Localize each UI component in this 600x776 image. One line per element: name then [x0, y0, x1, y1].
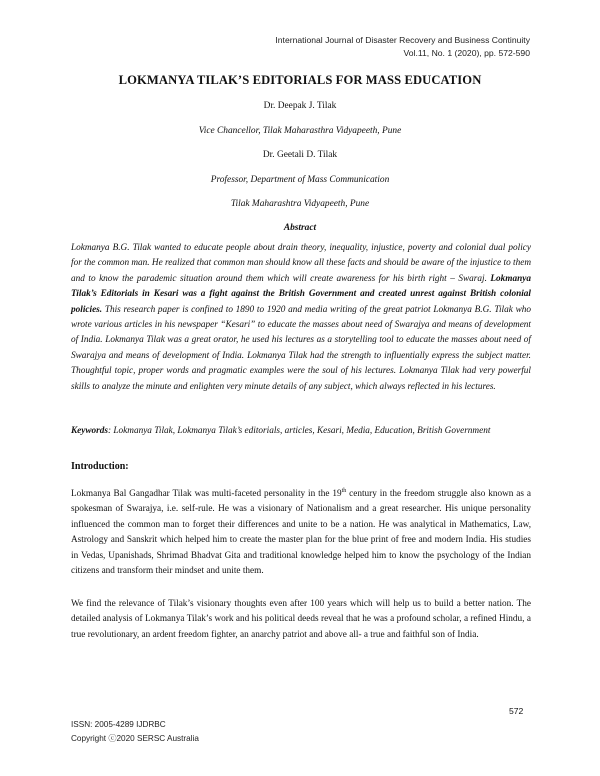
abstract-text [71, 241, 531, 395]
affiliation-1: Vice Chancellor, Tilak Maharasthra Vidyapeeth, Pune [198, 126, 402, 136]
abstract-text-bold: Lokmanya Tilak’s Editorials in Kesari was a fight against the British Government and created unrest against British colonial policies. [71, 273, 531, 315]
abstract-heading: Abstract [283, 223, 317, 233]
footer [71, 718, 199, 746]
keywords-text: : Lokmanya Tilak, Lokmanya Tilak’s editorials, articles, Kesari, Media, Education, British Government [108, 426, 491, 436]
journal-header [275, 34, 530, 60]
introduction-heading: Introduction: [71, 461, 129, 472]
copyright: Copyright ⓒ2020 SERSC Australia [71, 734, 199, 743]
author-2: Dr. Geetali D. Tilak [262, 150, 338, 160]
page-number: 572 [509, 706, 524, 716]
intro-p1-superscript: th [341, 487, 347, 494]
keywords-label: Keywords [71, 426, 108, 436]
issn: ISSN: 2005-4289 IJDRBC [71, 720, 166, 729]
abstract-text-part-2: This research paper is confined to 1890 to 1920 and media writing of the great patriot Lokmanya B.G. Tilak who wrote various articles in his newspaper “Kesari” to educate the masses about need of Swarajya and means of development of India. Lokmanya Tilak was a great orator, he used his lectures as a storytelling tool to educate the masses about need of Swarajya and means of development of India. Lokmanya Tilak had the strength to influentially express the subject matter. Thoughtful topic, proper words and pragmatic examples were the soul of his lectures. Lokmanya Tilak had very powerful skills to analyze the minute and enlighten very minute details of any subject, which always reflected in his lectures. [71, 304, 531, 392]
volume-pages: Vol.11, No. 1 (2020), pp. 572-590 [403, 48, 530, 58]
abstract-text-part-1: Lokmanya B.G. Tilak wanted to educate people about drain theory, inequality, injustice, poverty and colonial dual policy for the common man. He realized that common man should know all these facts and should be aware of the injustice to them and to know the parademic situation around them which will create awareness for his birth right – Swaraj. [71, 243, 531, 284]
paper-title: LOKMANYA TILAK’S EDITORIALS FOR MASS EDUCATION [118, 73, 482, 87]
intro-p1-part-1: Lokmanya Bal Gangadhar Tilak was multi-faceted personality in the 19 [71, 489, 342, 499]
journal-name: International Journal of Disaster Recovery and Business Continuity [275, 35, 530, 45]
introduction-paragraph-1 [71, 487, 531, 579]
introduction-paragraph-2: We find the relevance of Tilak’s visionary thoughts even after 100 years which will help us to build a better nation. The detailed analysis of Lokmanya Tilak’s work and his political deeds reveal that he was a profound scholar, a refined Hindu, a true revolutionary, an ardent freedom fighter, an anarchy patriot and above all- a true and faithful son of India. [71, 599, 531, 640]
author-1: Dr. Deepak J. Tilak [263, 101, 337, 111]
affiliation-2-line-1: Professor, Department of Mass Communication [210, 175, 390, 185]
keywords [71, 424, 531, 439]
affiliation-2-line-2: Tilak Maharashtra Vidyapeeth, Pune [230, 199, 370, 209]
intro-p1-part-2: century in the freedom struggle also known as a spokesman of Swarajya, i.e. self-rule. He was a visionary of Nationalism and a great researcher. His unique personality influenced the common man to forget their differences and unite to be a nation. He was analytical in Mathematics, Law, Astrology and Sanskrit which helped him to create the master plan for the blue print of free and modern India. His studies in Vedas, Upanishads, Shrimad Bhadvat Gita and traditional knowledge helped him to know the psychology of the Indian citizens and transform their mindset and unite them. [71, 489, 531, 577]
